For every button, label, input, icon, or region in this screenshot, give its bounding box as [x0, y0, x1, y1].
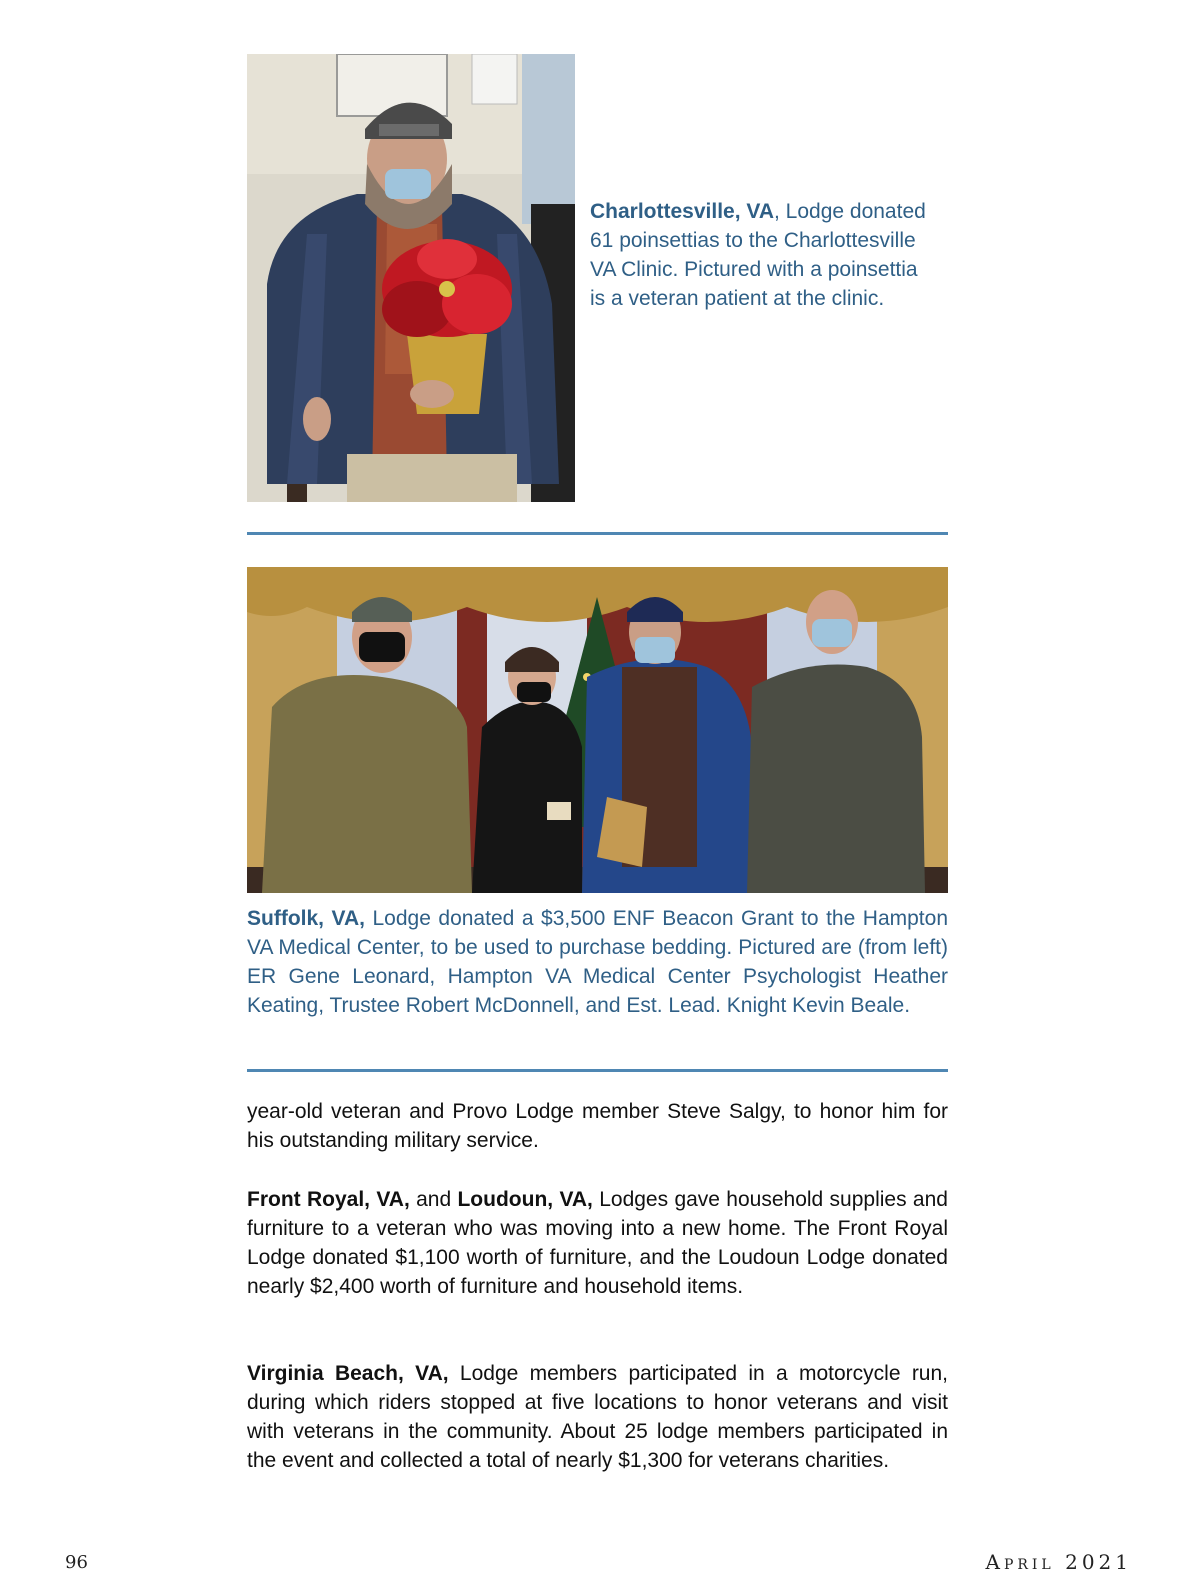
veteran-poinsettia-photo: [247, 54, 575, 502]
para3-text: Lodge members participated in a motorcycle run, during which riders stopped at five locations to honor veterans and visit with veterans in the community. About 25 lodge members participated in the event and collected a total of nearly $1,300 for veterans charities.: [247, 1362, 949, 1472]
section-divider-2: [247, 1069, 948, 1072]
provo-paragraph: [247, 1097, 948, 1155]
caption2-text: Lodge donated a $3,500 ENF Beacon Grant to the Hampton VA Medical Center, to be used to purchase bedding. Pictured are (from left) ER Gene Leonard, Hampton VA Medical Center Psychologist Heather Keating, Trustee Robert McDonnell, and Est. Lead. Knight Kevin Beale.: [247, 907, 948, 1017]
photo2-image: [247, 567, 948, 893]
page-number: 96: [65, 1552, 88, 1573]
caption1-location: Charlottesville, VA: [590, 200, 774, 223]
suffolk-caption: [247, 904, 948, 1020]
virginia-beach-paragraph: [247, 1359, 948, 1475]
para2-location-1: Front Royal, VA,: [247, 1188, 410, 1211]
para2-conjunction: and: [409, 1188, 458, 1211]
suffolk-group-photo: [247, 567, 948, 893]
photo1-image: [247, 54, 575, 502]
caption2-location: Suffolk, VA,: [247, 907, 365, 930]
front-royal-paragraph: [247, 1185, 948, 1301]
caption1-text: , Lodge donated 61 poinsettias to the Charlottesville VA Clinic. Pictured with a poinsettia is a veteran patient at the clinic.: [590, 200, 926, 310]
section-divider-1: [247, 532, 948, 535]
para2-location-2: Loudoun, VA,: [457, 1188, 593, 1211]
para2-text: Lodges gave household supplies and furniture to a veteran who was moving into a new home. The Front Royal Lodge donated $1,100 worth of furniture, and the Loudoun Lodge donated nearly $2,400 worth of furniture and household items.: [247, 1188, 948, 1298]
charlottesville-caption: [590, 197, 935, 313]
para3-location: Virginia Beach, VA,: [247, 1362, 449, 1385]
issue-date: April 2021: [985, 1550, 1132, 1574]
para1-text: year-old veteran and Provo Lodge member Steve Salgy, to honor him for his outstanding military service.: [247, 1100, 948, 1152]
